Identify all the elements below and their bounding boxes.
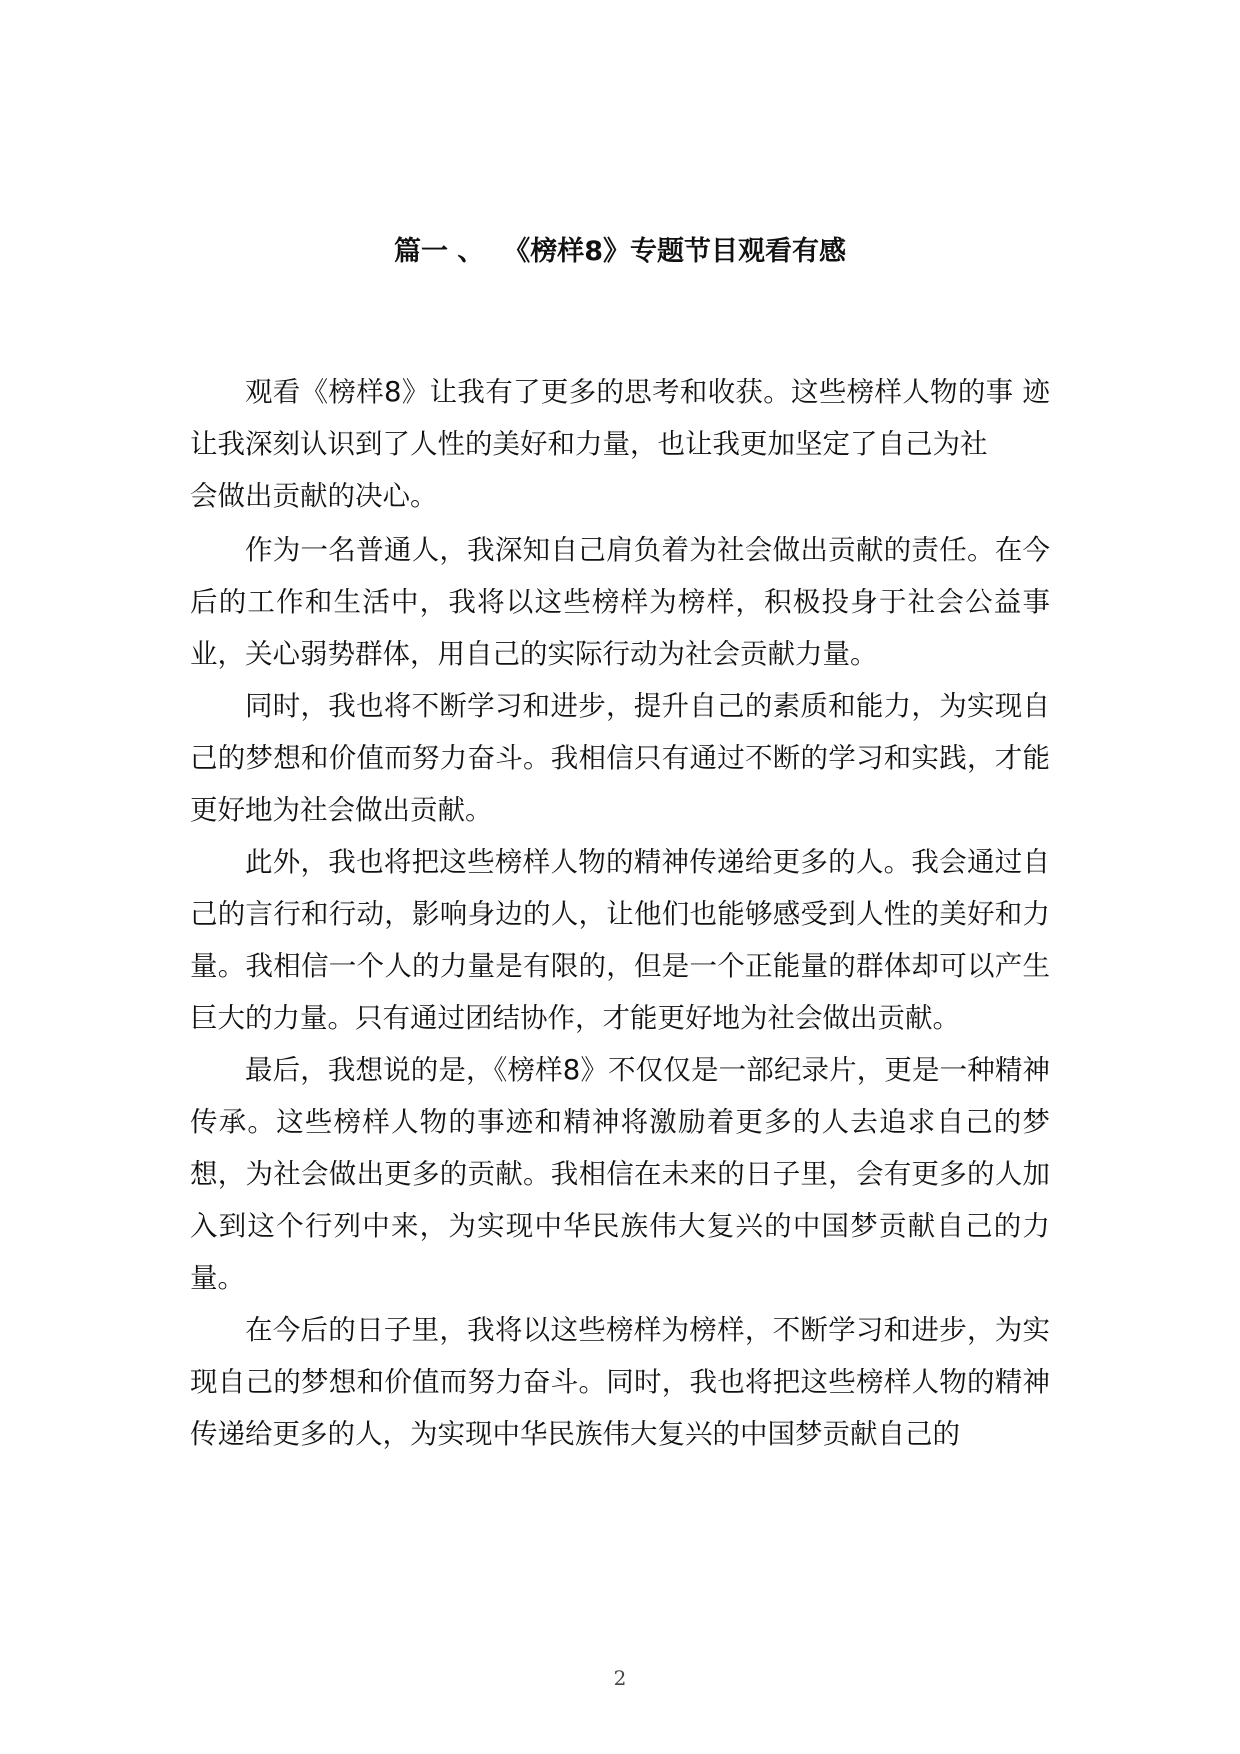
document-body — [190, 366, 1050, 1460]
page-number: 2 — [613, 1666, 627, 1690]
paragraph-1-continuation: 会做出贡献的决心。 — [190, 480, 438, 512]
paragraph-6: 在今后的日子里，我将以这些榜样为榜样，不断学习和进步，为实现自己的梦想和价值而努力奋斗。同时，我也将把这些榜样人物的精神传递给更多的人，为实现中华民族伟大复兴的中国梦贡献自己的 — [190, 1314, 1050, 1450]
paragraph-5: 最后，我想说的是，《榜样8》不仅仅是一部纪录片，更是一种精神传承。这些榜样人物的事迹和精神将激励着更多的人去追求自己的梦想，为社会做出更多的贡献。我相信在未来的日子里，会有更多的人加入到这个行列中来，为实现中华民族伟大复兴的中国梦贡献自己的力量。 — [190, 1054, 1050, 1294]
paragraph-4: 此外，我也将把这些榜样人物的精神传递给更多的人。我会通过自己的言行和行动，影响身边的人，让他们也能够感受到人性的美好和力量。我相信一个人的力量是有限的，但是一个正能量的群体却可以产生巨大的力量。只有通过团结协作，才能更好地为社会做出贡献。 — [190, 846, 1050, 1034]
paragraph-2: 作为一名普通人，我深知自己肩负着为社会做出贡献的责任。在今后的工作和生活中，我将以这些榜样为榜样，积极投身于社会公益事业，关心弱势群体，用自己的实际行动为社会贡献力量。 — [190, 534, 1050, 670]
document-title: 篇一 、 《榜样8》专题节目观看有感 — [394, 236, 846, 267]
paragraph-1-text: 观看《榜样8》让我有了更多的思考和收获。这些榜样人物的事 迹让我深刻认识到了人性的美好和力量，也让我更加坚定了自己为社 — [190, 376, 1050, 460]
paragraph-1 — [190, 366, 1050, 522]
paragraph-3: 同时，我也将不断学习和进步，提升自己的素质和能力，为实现自己的梦想和价值而努力奋斗。我相信只有通过不断的学习和实践，才能更好地为社会做出贡献。 — [190, 690, 1050, 826]
